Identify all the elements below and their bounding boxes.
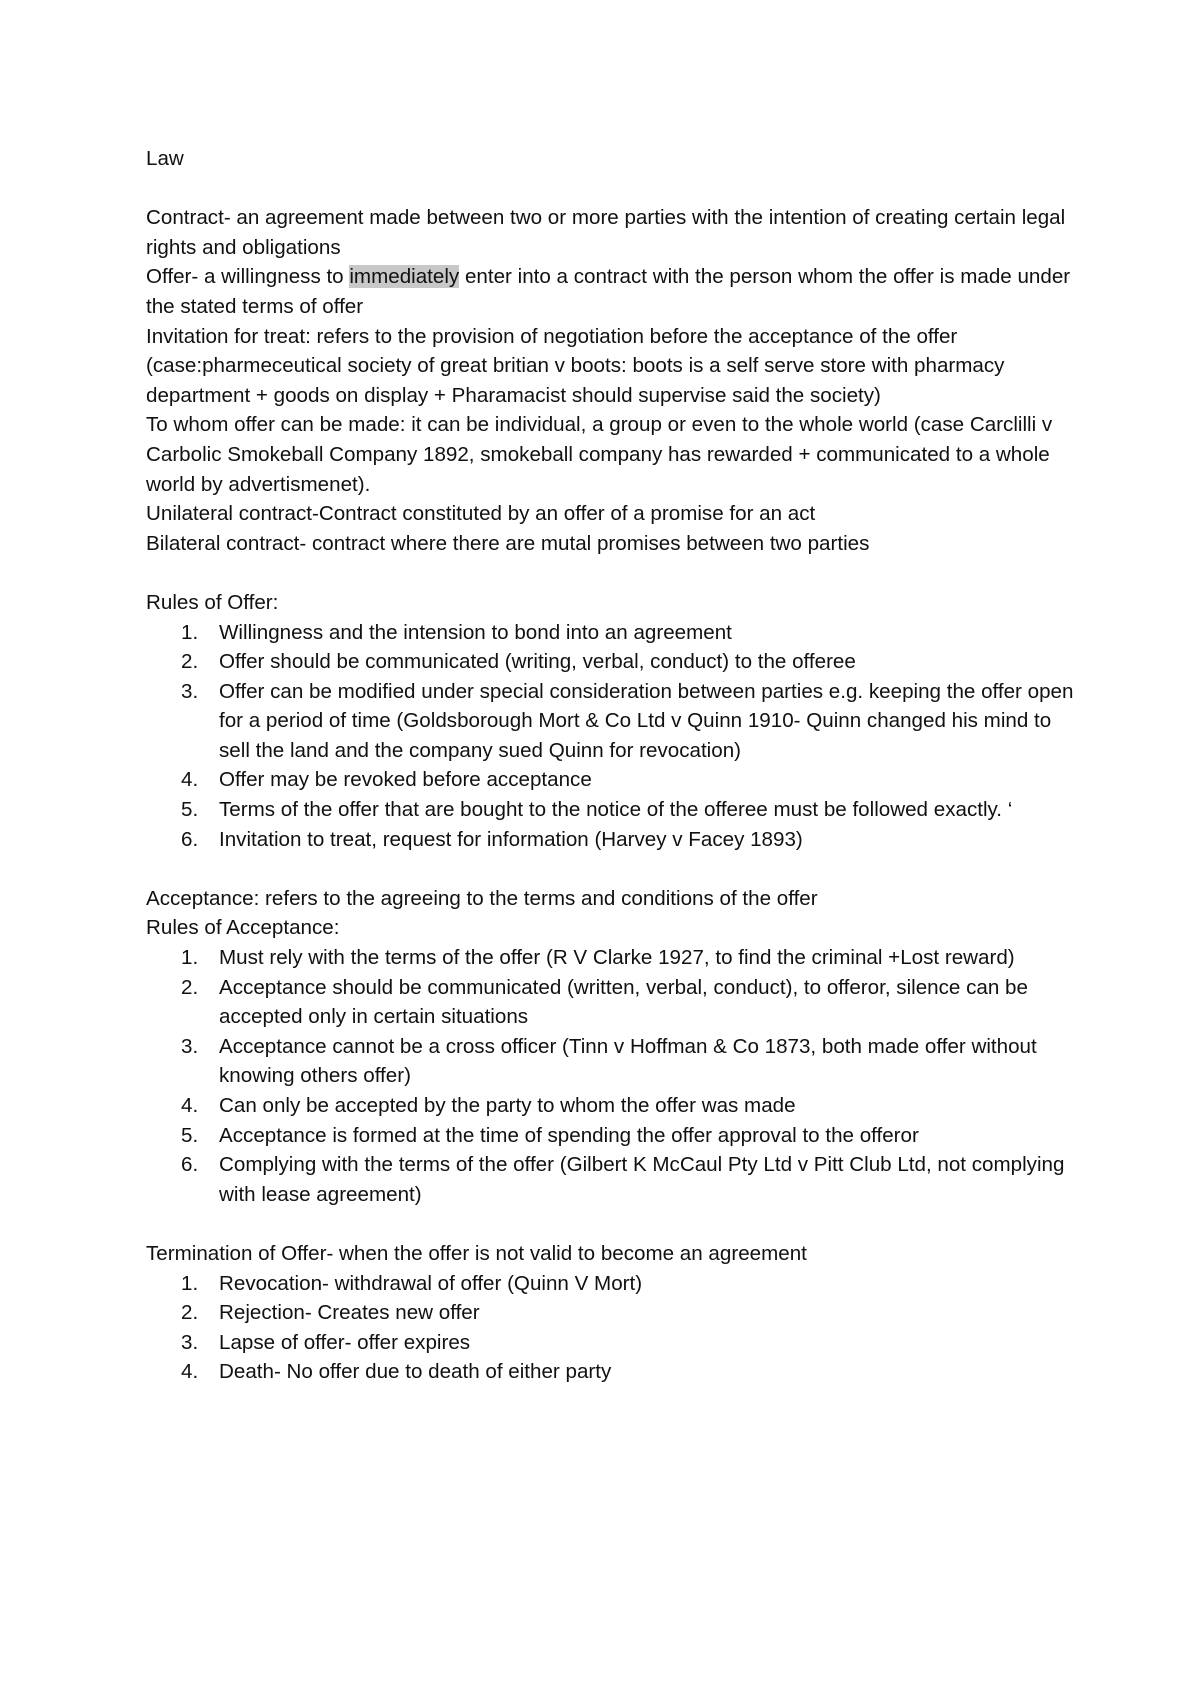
termination-list <box>146 1269 1086 1387</box>
list-item <box>181 1121 1086 1151</box>
list-text: Willingness and the intension to bond into an agreement <box>219 620 732 644</box>
list-item <box>181 1032 1086 1091</box>
spacer <box>146 854 1086 884</box>
document-title: Law <box>146 147 184 170</box>
list-item <box>181 1357 1086 1387</box>
list-item <box>181 825 1086 855</box>
list-item <box>181 1091 1086 1121</box>
acceptance-rules-list <box>146 943 1086 1209</box>
acceptance-definition: Acceptance: refers to the agreeing to the terms and conditions of the offer <box>146 886 818 910</box>
list-item <box>181 795 1086 825</box>
list-text: Must rely with the terms of the offer (R V Clarke 1927, to find the criminal +Lost reward) <box>219 946 1015 970</box>
list-item <box>181 765 1086 795</box>
list-text: Acceptance is formed at the time of spending the offer approval to the offeror <box>219 1123 919 1147</box>
list-number: 3. <box>181 679 199 703</box>
list-number: 6. <box>181 1153 199 1177</box>
list-item <box>181 618 1086 648</box>
list-item <box>181 677 1086 766</box>
list-number: 3. <box>181 1330 199 1354</box>
bilateral-definition: Bilateral contract- contract where there are mutal promises between two parties <box>146 531 870 555</box>
list-item <box>181 1150 1086 1209</box>
list-text: Acceptance should be communicated (written, verbal, conduct), to offeror, silence can be accepted only in certain situations <box>219 975 1028 1029</box>
acceptance-rules-heading: Rules of Acceptance: <box>146 916 340 940</box>
list-text: Complying with the terms of the offer (Gilbert K McCaul Pty Ltd v Pitt Club Ltd, not complying with lease agreement) <box>219 1153 1065 1206</box>
offer-rules-list <box>146 618 1086 855</box>
list-item <box>181 973 1086 1032</box>
list-text: Invitation to treat, request for information (Harvey v Facey 1893) <box>219 827 803 851</box>
list-text: Revocation- withdrawal of offer (Quinn V Mort) <box>219 1271 643 1295</box>
list-text: Death- No offer due to death of either party <box>219 1360 612 1384</box>
to-whom-definition: To whom offer can be made: it can be individual, a group or even to the whole world (case Carclilli v Carbolic Smokeball Company 1892, smokeball company has rewarded + communicated to a whole world by advertismenet). <box>146 413 1053 496</box>
list-number: 1. <box>181 1271 199 1295</box>
list-number: 5. <box>181 1123 199 1147</box>
offer-definition-end: enter into a contract with the person whom the offer is made under the stated terms of offer <box>146 265 1071 318</box>
list-text: Terms of the offer that are bought to the notice of the offeree must be followed exactly. ‘ <box>219 798 1013 822</box>
list-number: 6. <box>181 827 199 851</box>
list-number: 3. <box>181 1034 199 1058</box>
list-number: 1. <box>181 946 199 970</box>
invitation-definition: Invitation for treat: refers to the provision of negotiation before the acceptance of the offer (case:pharmeceutical society of great britian v boots: boots is a self serve store with pharmacy department + goods on display + Pharamacist should supervise said the society) <box>146 324 1005 407</box>
list-number: 4. <box>181 768 199 792</box>
list-item <box>181 647 1086 677</box>
document-page <box>146 144 1086 1387</box>
unilateral-definition: Unilateral contract-Contract constituted by an offer of a promise for an act <box>146 502 816 526</box>
highlighted-word: immediately <box>349 265 460 289</box>
list-item <box>181 1328 1086 1358</box>
list-number: 2. <box>181 1301 199 1325</box>
list-number: 1. <box>181 620 199 644</box>
list-number: 4. <box>181 1094 199 1117</box>
list-text: Acceptance cannot be a cross officer (Tinn v Hoffman & Co 1873, both made offer without knowing others offer) <box>219 1034 1037 1088</box>
contract-definition: Contract- an agreement made between two or more parties with the intention of creating certain legal rights and obligations <box>146 206 1066 259</box>
list-item <box>181 943 1086 973</box>
list-text: Offer should be communicated (writing, verbal, conduct) to the offeree <box>219 650 856 674</box>
list-item <box>181 1298 1086 1328</box>
list-number: 2. <box>181 975 199 999</box>
spacer <box>146 558 1086 588</box>
spacer <box>146 1209 1086 1239</box>
spacer <box>146 174 1086 204</box>
offer-rules-heading: Rules of Offer: <box>146 590 279 614</box>
list-text: Lapse of offer- offer expires <box>219 1330 471 1354</box>
list-number: 4. <box>181 1360 199 1384</box>
list-item <box>181 1269 1086 1299</box>
list-text: Offer can be modified under special consideration between parties e.g. keeping the offer open for a period of time (Goldsborough Mort & Co Ltd v Quinn 1910- Quinn changed his mind to sell the land and the company sued Quinn for revocation) <box>219 679 1074 762</box>
termination-heading: Termination of Offer- when the offer is not valid to become an agreement <box>146 1241 807 1265</box>
offer-definition-start: Offer- a willingness to <box>146 265 350 289</box>
list-text: Offer may be revoked before acceptance <box>219 768 592 792</box>
list-number: 2. <box>181 650 199 674</box>
list-text: Rejection- Creates new offer <box>219 1301 480 1325</box>
list-text: Can only be accepted by the party to whom the offer was made <box>219 1094 796 1117</box>
list-number: 5. <box>181 798 199 822</box>
offer-definition <box>146 262 1086 321</box>
